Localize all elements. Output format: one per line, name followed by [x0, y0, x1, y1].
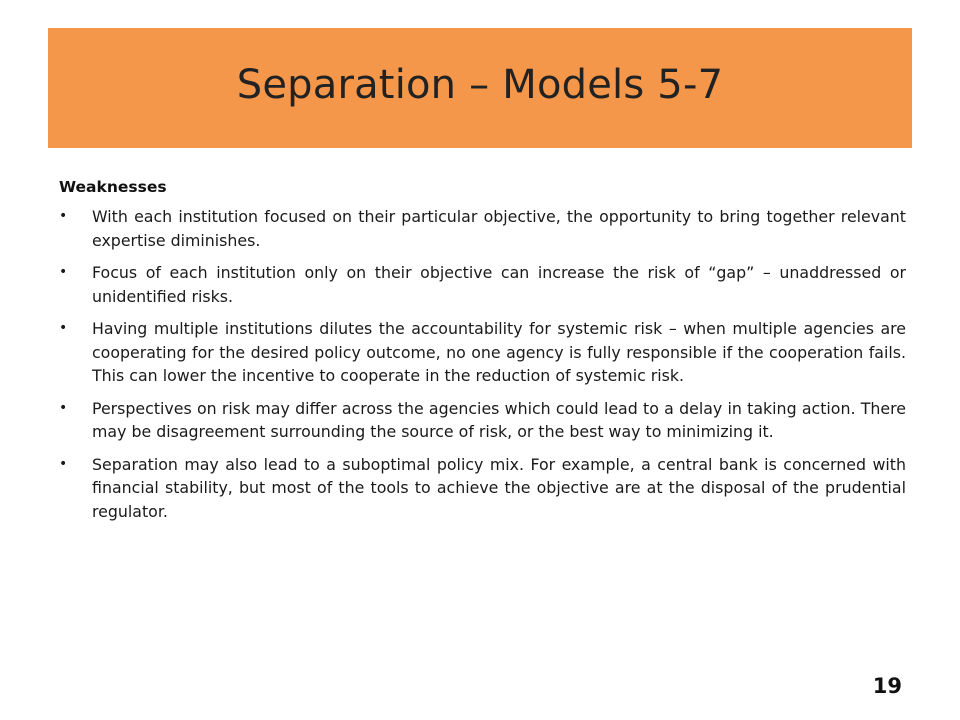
bullet-item — [59, 397, 906, 444]
bullet-icon: • — [59, 399, 68, 416]
title-banner — [48, 28, 912, 148]
bullet-list — [59, 205, 906, 523]
bullet-item — [59, 205, 906, 252]
bullet-text: Focus of each institution only on their objective can increase the risk of “gap” – unaddressed or unidentified risks. — [92, 263, 906, 306]
bullet-text: With each institution focused on their particular objective, the opportunity to bring together relevant expertise diminishes. — [92, 207, 906, 250]
bullet-item — [59, 453, 906, 524]
slide-body — [59, 178, 906, 532]
bullet-icon: • — [59, 455, 68, 472]
bullet-text: Separation may also lead to a suboptimal policy mix. For example, a central bank is concerned with financial stability, but most of the tools to achieve the objective are at the disposal of the prudential regulator. — [92, 454, 906, 521]
bullet-item — [59, 317, 906, 388]
bullet-text: Having multiple institutions dilutes the accountability for systemic risk – when multiple agencies are cooperating for the desired policy outcome, no one agency is fully responsible if the cooperation fails. This can lower the incentive to cooperate in the reduction of systemic risk. — [92, 319, 906, 385]
slide-title: Separation – Models 5-7 — [236, 62, 724, 108]
page-number: 19 — [872, 674, 902, 698]
bullet-icon: • — [59, 208, 68, 224]
bullet-item — [59, 261, 906, 308]
bullet-text: Perspectives on risk may differ across the agencies which could lead to a delay in taking action. There may be disagreement surrounding the source of risk, or the best way to minimizing it. — [92, 398, 906, 441]
bullet-icon: • — [59, 320, 68, 336]
bullet-icon: • — [59, 264, 68, 280]
section-heading: Weaknesses — [59, 178, 167, 196]
